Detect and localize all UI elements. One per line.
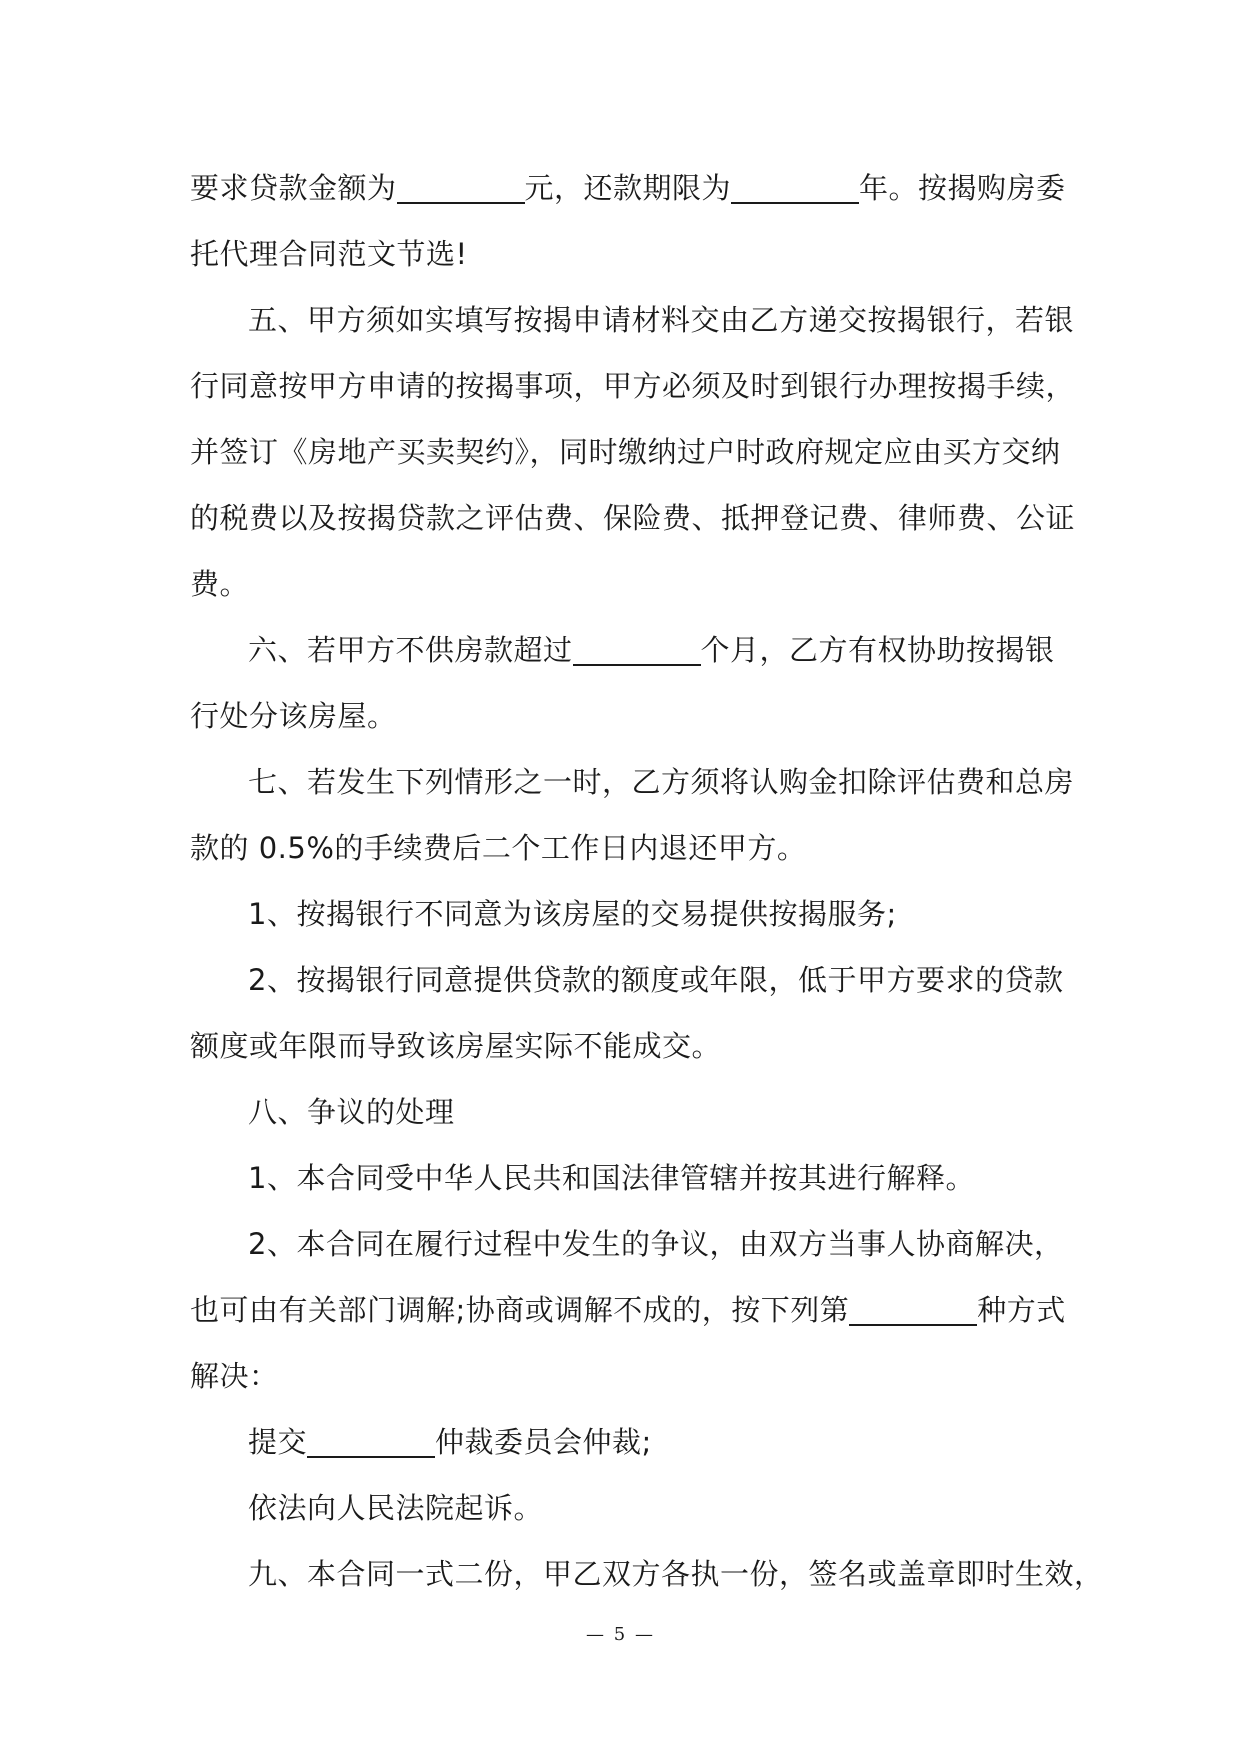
clause-nine: 九、本合同一式二份，甲乙双方各执一份，签名或盖章即时生效， xyxy=(248,1557,1104,1591)
blank-field xyxy=(731,172,859,204)
sub-item: 1、按揭银行不同意为该房屋的交易提供按揭服务; xyxy=(248,897,897,931)
text-line: 也可由有关部门调解;协商或调解不成的，按下列第 种方式 xyxy=(190,1293,1066,1327)
blank-field xyxy=(307,1426,435,1458)
text-line: 款的 0.5%的手续费后二个工作日内退还甲方。 xyxy=(190,831,807,865)
sub-item: 2、按揭银行同意提供贷款的额度或年限，低于甲方要求的贷款 xyxy=(248,963,1064,997)
text-line: 要求贷款金额为 元，还款期限为 年。按揭购房委 xyxy=(190,171,1066,205)
sub-item: 2、本合同在履行过程中发生的争议，由双方当事人协商解决， xyxy=(248,1227,1064,1261)
contract-body xyxy=(190,155,1104,1607)
clause-five: 五、甲方须如实填写按揭申请材料交由乙方递交按揭银行，若银 xyxy=(248,303,1075,337)
blank-field xyxy=(849,1294,977,1326)
text-line: 费。 xyxy=(190,567,250,601)
text-line: 解决： xyxy=(190,1359,279,1393)
blank-field xyxy=(397,172,525,204)
text-line: 的税费以及按揭贷款之评估费、保险费、抵押登记费、律师费、公证 xyxy=(190,501,1076,535)
text-line: 托代理合同范文节选! xyxy=(190,237,468,271)
clause-six: 六、若甲方不供房款超过 个月，乙方有权协助按揭银 xyxy=(248,633,1055,667)
text-line: 行同意按甲方申请的按揭事项，甲方必须及时到银行办理按揭手续， xyxy=(190,369,1076,403)
clause-seven: 七、若发生下列情形之一时，乙方须将认购金扣除评估费和总房 xyxy=(248,765,1075,799)
option-arbitration: 提交 仲裁委员会仲裁; xyxy=(248,1425,652,1459)
text-line: 并签订《房地产买卖契约》，同时缴纳过户时政府规定应由买方交纳 xyxy=(190,435,1061,469)
text-line: 行处分该房屋。 xyxy=(190,699,397,733)
blank-field xyxy=(573,634,701,666)
clause-eight-heading: 八、争议的处理 xyxy=(248,1095,455,1129)
option-litigation: 依法向人民法院起诉。 xyxy=(248,1491,544,1525)
page-number: — 5 — xyxy=(586,1624,655,1645)
text-line: 额度或年限而导致该房屋实际不能成交。 xyxy=(190,1029,722,1063)
sub-item: 1、本合同受中华人民共和国法律管辖并按其进行解释。 xyxy=(248,1161,975,1195)
